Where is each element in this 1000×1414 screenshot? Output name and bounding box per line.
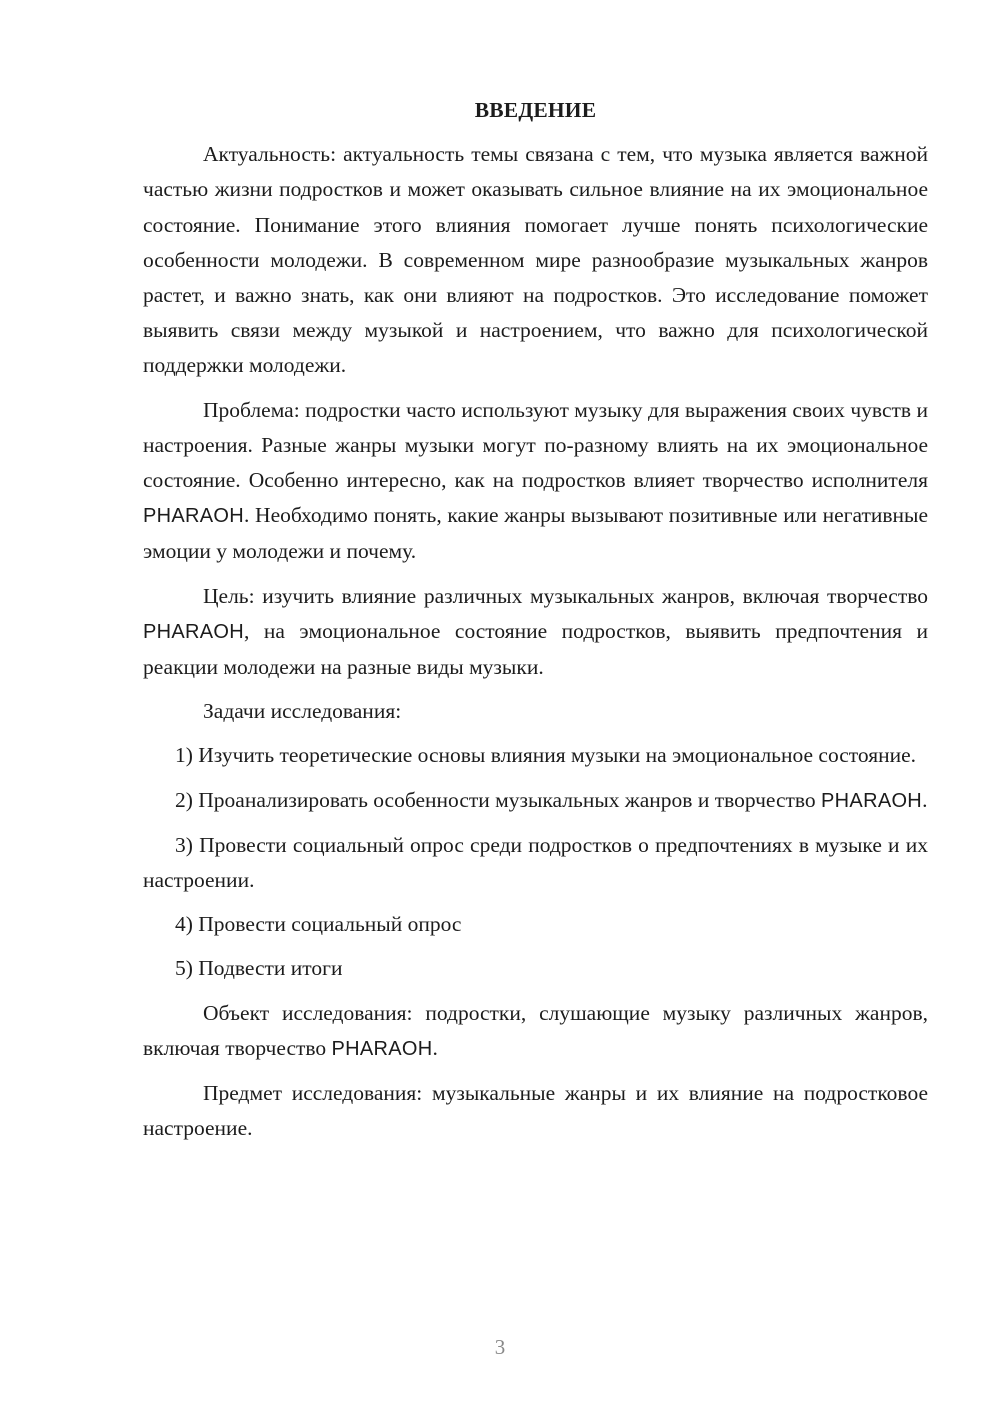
goal-text-end: , на эмоциональное состояние подростков, выявить предпочтения и реакции молодежи на разные виды музыки. bbox=[143, 618, 928, 680]
goal-paragraph bbox=[143, 579, 928, 686]
artist-name: PHARAOH bbox=[143, 620, 245, 643]
tasks-heading: Задачи исследования: bbox=[203, 699, 402, 724]
task-2-text: 2) Проанализировать особенности музыкальных жанров и творчество bbox=[175, 787, 822, 812]
subject-paragraph: Предмет исследования: музыкальные жанры и их влияние на подростковое настроение. bbox=[143, 1081, 928, 1141]
object-text-end: . bbox=[432, 1035, 438, 1060]
task-item-2 bbox=[143, 783, 928, 819]
problem-paragraph bbox=[143, 393, 928, 570]
object-text: Объект исследования: подростки, слушающие музыку различных жанров, включая творчество bbox=[143, 1000, 928, 1060]
task-item-1: 1) Изучить теоретические основы влияния музыки на эмоциональное состояние. bbox=[175, 743, 917, 768]
problem-text-end: . Необходимо понять, какие жанры вызывают позитивные или негативные эмоции у молодежи и почему. bbox=[143, 503, 928, 564]
document-page bbox=[143, 93, 928, 1155]
page-title: ВВЕДЕНИЕ bbox=[474, 98, 597, 122]
artist-name: PHARAOH bbox=[143, 505, 245, 528]
artist-name: PHARAOH bbox=[821, 789, 923, 812]
task-item-5: 5) Подвести итоги bbox=[175, 956, 343, 981]
relevance-paragraph: Актуальность: актуальность темы связана с тем, что музыка является важной частью жизни подростков и может оказывать сильное влияние на их эмоциональное состояние. Понимание этого влияния помогает лучше понять психологические особенности молодежи. В современном мире разнообразие музыкальных жанров растет, и важно знать, как они влияют на подростков. Это исследование поможет выявить связи между музыкой и настроением, что важно для психологической поддержки молодежи. bbox=[143, 142, 928, 378]
object-paragraph bbox=[143, 996, 928, 1067]
task-2-text-end: . bbox=[922, 787, 928, 812]
artist-name: PHARAOH bbox=[331, 1037, 433, 1060]
goal-text: Цель: изучить влияние различных музыкальных жанров, включая творчество bbox=[203, 583, 928, 608]
task-item-4: 4) Провести социальный опрос bbox=[175, 912, 462, 937]
task-item-3: 3) Провести социальный опрос среди подростков о предпочтениях в музыке и их настроении. bbox=[143, 832, 928, 893]
page-number: 3 bbox=[494, 1335, 506, 1359]
problem-text: Проблема: подростки часто используют музыку для выражения своих чувств и настроения. Разные жанры музыки могут по-разному влиять на их эмоциональное состояние. Особенно интересно, как на подростков влияет творчество исполнителя bbox=[143, 397, 928, 493]
